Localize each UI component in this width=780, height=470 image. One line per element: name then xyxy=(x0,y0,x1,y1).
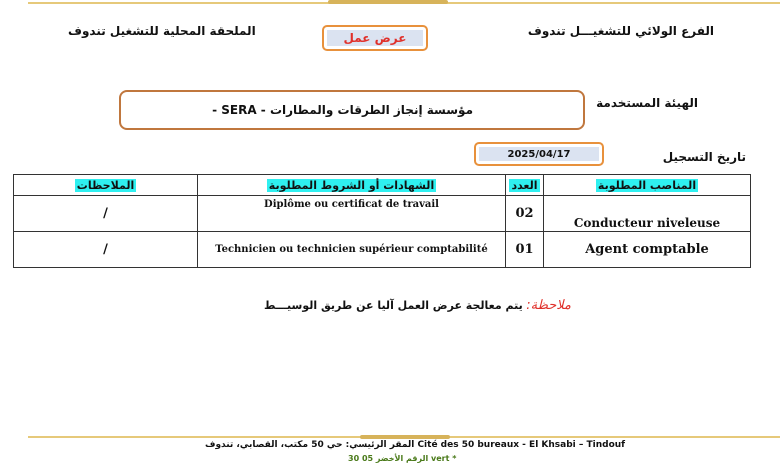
header-annex: الملحقة المحلية للتشغيل تندوف xyxy=(68,24,256,38)
offer-title: عرض عمل xyxy=(327,30,423,46)
row-notes: / xyxy=(14,232,198,268)
footer-rule-ornament xyxy=(360,435,450,439)
row-position: Conducteur niveleuse xyxy=(544,196,751,232)
row-position: Agent comptable xyxy=(544,232,751,268)
row-count: 02 xyxy=(506,196,544,232)
header-branch: الفرع الولائي للتشغيـــل تندوف xyxy=(527,24,714,38)
row-requirements: Diplôme ou certificat de travail xyxy=(198,196,506,232)
table-row xyxy=(14,232,751,268)
table-header-row xyxy=(14,175,751,196)
note-label: ملاحظة: xyxy=(526,298,572,313)
table-row xyxy=(14,196,751,232)
col-header-position: المناصب المطلوبة xyxy=(544,175,751,196)
offer-title-box xyxy=(322,25,428,51)
footer-green-number: الرقم الأخضر 05 30 vert * xyxy=(348,454,457,463)
col-header-notes: الملاحظات xyxy=(14,175,198,196)
note-text: يتم معالجة عرض العمل آليا عن طريق الوسيـــط xyxy=(264,299,523,312)
col-header-count: العدد xyxy=(506,175,544,196)
registration-date-label: تاريخ التسجيل xyxy=(662,150,746,164)
registration-date: 2025/04/17 xyxy=(479,147,599,161)
agency-label: الهيئة المستخدمة xyxy=(596,96,698,110)
agency-box xyxy=(119,90,585,130)
registration-date-box xyxy=(474,142,604,166)
row-notes: / xyxy=(14,196,198,232)
footer-address: المقر الرئيسي: حي 50 مكتب، القصابي، تندوف Cité des 50 bureaux - El Khsabi – Tindouf xyxy=(205,440,626,450)
col-header-requirements: الشهادات أو الشروط المطلوبة xyxy=(198,175,506,196)
top-rule-ornament xyxy=(328,0,448,4)
jobs-table xyxy=(13,174,751,268)
note xyxy=(264,298,571,313)
agency-value: مؤسسة إنجاز الطرقات والمطارات - SERA - xyxy=(212,103,473,117)
row-count: 01 xyxy=(506,232,544,268)
row-requirements: Technicien ou technicien supérieur comptabilité xyxy=(198,232,506,268)
